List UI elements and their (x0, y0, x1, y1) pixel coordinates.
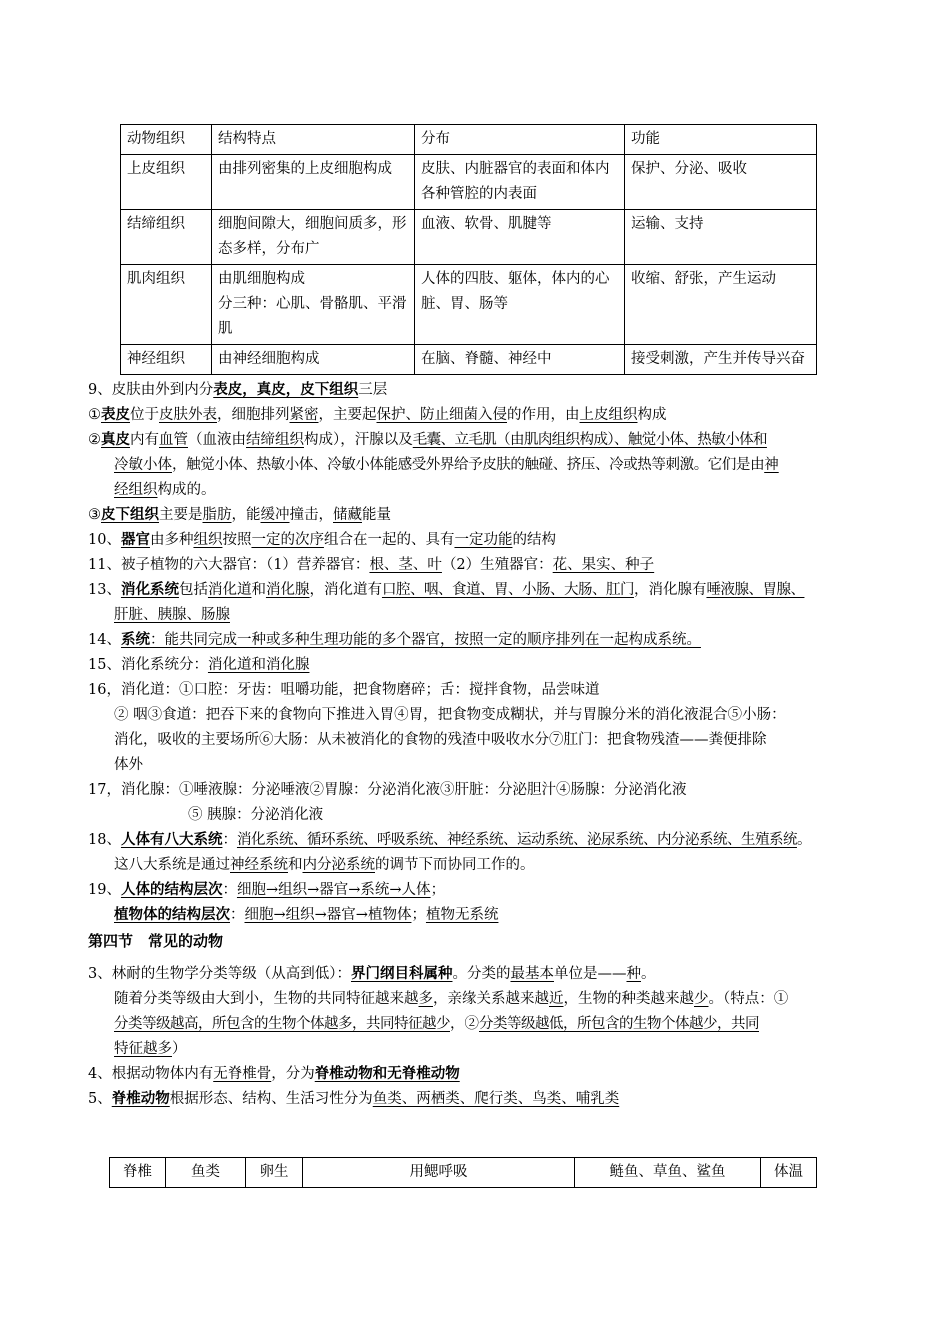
text: ：能共同完成一种或多种生理功能的多个器官，按照一定的顺序排列在一起构成系统。 (149, 632, 701, 648)
text: ，触觉小体、热敏小体、冷敏小体能感受外界给予皮肤的触碰、挤压、冷或热等刺激。它们是由 (172, 457, 765, 473)
key-term: 器官 (120, 531, 150, 548)
text: 组合在一起的、具有 (323, 532, 455, 548)
item-s3-cont (114, 1037, 868, 1061)
text: ，生物的种类越来越 (563, 991, 694, 1007)
text: 的调节下而协同工作的。 (375, 857, 535, 873)
item-19-cont (114, 903, 868, 927)
item-16: 16，消化道：①口腔：牙齿：咀嚼功能，把食物磨碎；舌：搅拌食物，品尝味道 (88, 682, 600, 698)
text: 这八大系统是通过 (114, 857, 230, 873)
text: 11、被子植物的六大器官：（1）营养器官： (88, 557, 370, 573)
key-term: 根、茎、叶 (369, 557, 442, 573)
item-11 (88, 553, 868, 577)
item-9-2-cont (114, 478, 868, 502)
key-term: 鱼类、两栖类、爬行类、鸟类、哺乳类 (372, 1091, 620, 1107)
key-term: 最基本 (510, 966, 554, 982)
text: ： (230, 907, 245, 923)
key-term: 脊椎动物和无脊椎动物 (314, 1065, 460, 1082)
text: ，消化道有 (309, 582, 382, 598)
table-cell: 运输、支持 (625, 210, 817, 265)
key-term: 结缔组织 (246, 432, 304, 448)
text: ； (411, 907, 426, 923)
key-term: 神 (764, 457, 779, 473)
item-s3-cont (114, 987, 868, 1011)
key-term: 人体的结构层次 (120, 881, 223, 898)
text: 位于 (130, 407, 159, 423)
table-cell: 由排列密集的上皮细胞构成 (212, 155, 415, 210)
table-header-row (121, 125, 817, 155)
key-term: 一定的次序 (251, 532, 324, 548)
key-term: 紧密 (289, 407, 319, 423)
key-term: 多 (418, 991, 433, 1007)
text: ； (430, 882, 446, 898)
text: 构成的。 (157, 482, 216, 498)
text: ② (88, 432, 101, 448)
text: 19、 (88, 882, 121, 898)
text: 。分类的 (452, 966, 511, 982)
text: 15、消化系统分： (88, 657, 208, 673)
table-row (121, 210, 817, 265)
text: 单位是—— (553, 966, 627, 982)
item-17: 17，消化腺：①唾液腺：分泌唾液②胃腺：分泌消化液③肝脏：分泌胆汁④肠腺：分泌消化液 (88, 782, 687, 798)
table-cell: 接受刺激，产生并传导兴奋 (625, 345, 817, 375)
text: 的结构 (512, 532, 556, 548)
text: 包括 (178, 582, 208, 598)
table-cell: 鱼类 (166, 1158, 246, 1188)
text: ： (222, 832, 237, 848)
table-header-cell: 功能 (625, 125, 817, 155)
item-9-3 (88, 503, 868, 527)
text: 随着分类等级由大到小，生物的共同特征越来越 (114, 991, 419, 1007)
text: ，亲缘关系越来越 (433, 991, 549, 1007)
text: 5、 (88, 1091, 112, 1107)
text: 能量 (362, 507, 391, 523)
key-term: 口腔、咽、食道、胃、小肠、大肠、肛门 (381, 582, 634, 598)
key-term: 肝脏、胰腺、肠腺 (114, 607, 230, 623)
tissue-table (120, 124, 817, 375)
item-s4 (88, 1062, 868, 1086)
text: 的作用，由 (507, 407, 580, 423)
key-term: 少 (694, 991, 709, 1007)
key-term: 经组织 (114, 482, 158, 498)
key-term: 神经系统 (230, 857, 288, 873)
item-13-cont (114, 603, 868, 627)
vertebrate-table (109, 1157, 817, 1188)
text: ） (172, 1041, 187, 1057)
key-term: 界门纲目科属种 (350, 965, 453, 982)
text: ，分为 (271, 1066, 315, 1082)
item-18 (88, 828, 868, 852)
table-cell: 人体的四肢、躯体，体内的心脏、胃、肠等 (415, 265, 625, 345)
text: 根据形态、结构、生活习性分为 (169, 1091, 373, 1107)
table-cell: 由神经细胞构成 (212, 345, 415, 375)
key-term: 细胞→组织→器官→植物体 (244, 907, 412, 923)
table-cell: 收缩、舒张，产生运动 (625, 265, 817, 345)
key-term: 保护、防止细菌入侵 (376, 407, 507, 423)
item-15 (88, 653, 868, 677)
text: 主要是 (159, 507, 203, 523)
table-cell: 脊椎 (110, 1158, 166, 1188)
text: ，主要起 (318, 407, 377, 423)
table-header-cell: 分布 (415, 125, 625, 155)
table-row (121, 265, 817, 345)
text: ，消化腺有 (633, 582, 707, 598)
table-cell: 上皮组织 (121, 155, 212, 210)
text: 撞击， (289, 507, 333, 523)
key-term: 消化道 (207, 582, 252, 598)
item-9-2 (88, 428, 868, 452)
text: ： (222, 882, 237, 898)
text: 14、 (88, 632, 121, 648)
item-9-2-cont (114, 453, 868, 477)
key-term: 表皮，真皮，皮下组织 (213, 381, 359, 398)
table-cell: 体温 (761, 1158, 817, 1188)
key-term: 真皮 (101, 431, 130, 448)
key-term: 消化道和消化腺 (207, 657, 310, 673)
item-16-cont: ② 咽③食道：把吞下来的食物向下推进入胃④胃，把食物变成糊状，并与胃腺分米的消化液混合⑤小肠： (114, 707, 786, 723)
key-term: 缓冲 (260, 507, 290, 523)
text: 内有 (130, 432, 159, 448)
text: 三层 (358, 382, 388, 398)
table-cell: 肌肉组织 (121, 265, 212, 345)
key-term: 上皮组织 (579, 407, 638, 423)
item-16-cont: 体外 (114, 757, 143, 773)
key-term: 毛囊、立毛肌（由肌肉组织构成）、触觉小体、热敏小体和 (412, 432, 767, 448)
text: 。 (640, 966, 656, 982)
text: 4、根据动物体内有 (88, 1066, 214, 1082)
text: ① (88, 407, 101, 423)
key-term: 细胞→组织→器官→系统→人体 (236, 882, 431, 898)
text: 。 (796, 832, 812, 848)
item-s5 (88, 1087, 868, 1111)
key-term: 血管 (159, 432, 188, 448)
text: 构成），汗腺以及 (304, 432, 413, 448)
item-19 (88, 878, 868, 902)
table-cell: 由肌细胞构成 分三种：心肌、骨骼肌、平滑肌 (212, 265, 415, 345)
text: 和 (251, 582, 266, 598)
text: 。（特点：① (708, 991, 789, 1007)
key-term: 唾液腺、胃腺、 (706, 582, 805, 598)
text: （血液由 (188, 432, 246, 448)
table-cell: 在脑、脊髓、神经中 (415, 345, 625, 375)
table-cell: 保护、分泌、吸收 (625, 155, 817, 210)
table-cell: 用鳃呼吸 (303, 1158, 575, 1188)
key-term: 无脊椎骨 (213, 1066, 272, 1082)
table-cell: 神经组织 (121, 345, 212, 375)
text: 由多种 (149, 532, 194, 548)
item-16-cont: 消化，吸收的主要场所⑥大肠：从未被消化的食物的残渣中吸收水分⑦肛门：把食物残渣——粪便排除 (114, 732, 767, 748)
item-s3-cont (114, 1012, 868, 1036)
text: ，能 (231, 507, 261, 523)
key-term: 内分泌系统 (302, 857, 375, 873)
key-term: 表皮 (101, 406, 130, 423)
text: 和 (288, 857, 303, 873)
item-18-cont (114, 853, 868, 877)
key-term: 花、果实、种子 (552, 557, 655, 573)
table-row (121, 345, 817, 375)
text: ，细胞排列 (217, 407, 290, 423)
text: ，② (450, 1016, 479, 1032)
key-term: 消化系统、循环系统、呼吸系统、神经系统、运动系统、泌尿系统、内分泌系统、生殖系统 (236, 832, 797, 848)
text: 10、 (88, 532, 121, 548)
table-cell: 结缔组织 (121, 210, 212, 265)
key-term: 组织 (193, 532, 223, 548)
text: 13、 (88, 582, 121, 598)
table-row (110, 1158, 817, 1188)
item-13 (88, 578, 868, 602)
key-term: 分类等级越高，所包含的生物个体越多，共同特征越少 (114, 1016, 450, 1032)
table-header-cell: 结构特点 (212, 125, 415, 155)
key-term: 储藏 (333, 507, 362, 523)
item-s3 (88, 962, 868, 986)
key-term: 脊椎动物 (111, 1090, 170, 1107)
table-cell: 血液、软骨、肌腱等 (415, 210, 625, 265)
key-term: 植物无系统 (425, 907, 499, 923)
key-term: 人体有八大系统 (120, 831, 223, 848)
key-term: 一定功能 (454, 532, 513, 548)
table-header-cell: 动物组织 (121, 125, 212, 155)
key-term: 种 (626, 966, 641, 982)
key-term: 皮下组织 (101, 506, 159, 523)
key-term: 近 (549, 991, 564, 1007)
text: （2）生殖器官： (441, 557, 553, 573)
key-term: 特征越多 (114, 1041, 172, 1057)
key-term: 消化腺 (265, 582, 310, 598)
key-term: 系统 (120, 631, 150, 648)
key-term: 冷敏小体 (114, 457, 172, 473)
item-9 (88, 378, 868, 402)
table-cell: 鲢鱼、草鱼、鲨鱼 (575, 1158, 761, 1188)
item-10 (88, 528, 868, 552)
key-term: 消化系统 (120, 581, 179, 598)
item-17-cont: ⑤ 胰腺：分泌消化液 (188, 807, 324, 823)
table-cell: 细胞间隙大，细胞间质多，形态多样，分布广 (212, 210, 415, 265)
table-row (121, 155, 817, 210)
text: 18、 (88, 832, 121, 848)
text: 9、皮肤由外到内分 (88, 382, 214, 398)
item-9-1 (88, 403, 868, 427)
section-heading: 第四节 常见的动物 (88, 932, 224, 950)
text: ③ (88, 507, 101, 523)
text: 3、林耐的生物学分类等级（从高到低）： (88, 966, 351, 982)
text: 构成 (637, 407, 667, 423)
table-cell: 皮肤、内脏器官的表面和体内各种管腔的内表面 (415, 155, 625, 210)
key-term: 皮肤外表 (159, 407, 217, 423)
key-term: 脂肪 (202, 507, 232, 523)
key-term: 分类等级越低，所包含的生物个体越少，共同 (479, 1016, 759, 1032)
table-cell: 卵生 (246, 1158, 303, 1188)
item-14 (88, 628, 868, 652)
text: 按照 (222, 532, 252, 548)
key-term: 植物体的结构层次 (114, 906, 230, 923)
